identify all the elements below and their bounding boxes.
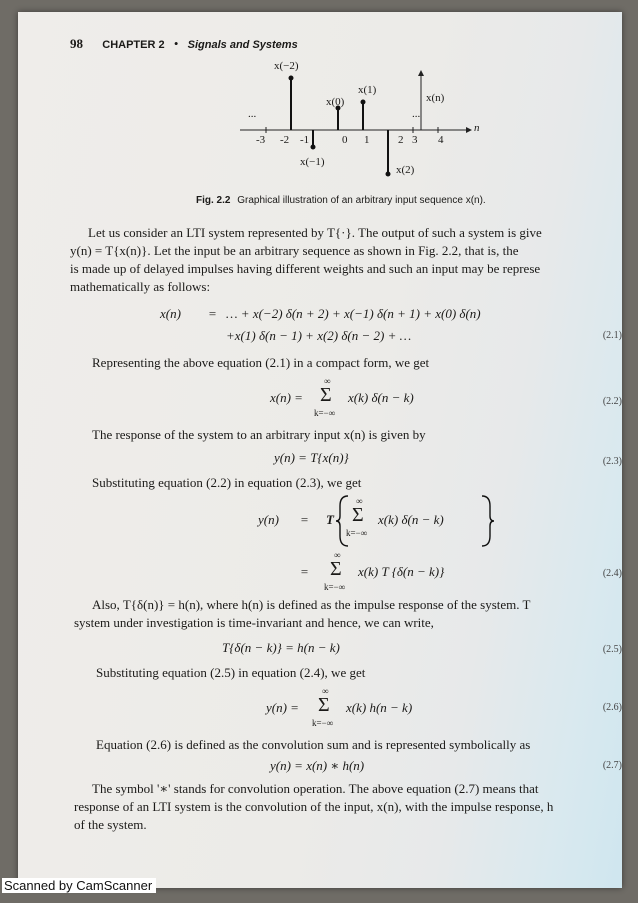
eq6-sum-lower: k=−∞ bbox=[312, 718, 334, 728]
eq4-sum-symbol-1: Σ bbox=[352, 504, 364, 526]
eq7: y(n) = x(n) ∗ h(n) bbox=[270, 758, 365, 773]
impulse-sequence-figure bbox=[18, 12, 622, 212]
tick-0: 0 bbox=[342, 134, 348, 146]
label-x-n: x(n) bbox=[426, 92, 445, 104]
figure-caption bbox=[196, 195, 486, 206]
eq4-lhs: y(n) bbox=[258, 512, 279, 527]
para-6: Substituting equation (2.5) in equation (2.4), we get bbox=[96, 665, 366, 680]
tick-1: 1 bbox=[364, 134, 370, 146]
eq4-sum-lower-1: k=−∞ bbox=[346, 528, 368, 538]
tick-3: 3 bbox=[412, 134, 418, 146]
para-8-line-3: of the system. bbox=[74, 817, 147, 832]
tick-4: 4 bbox=[438, 134, 444, 146]
axis-n-label: n bbox=[474, 122, 480, 134]
label-x-minus-1: x(−1) bbox=[300, 156, 325, 168]
label-x-minus-2: x(−2) bbox=[274, 60, 299, 72]
vertical-axis-arrowhead bbox=[418, 70, 424, 76]
para-8-line-1: The symbol '∗' stands for convolution operation. The above equation (2.7) means that bbox=[92, 781, 539, 796]
eq6-rhs: x(k) h(n − k) bbox=[346, 700, 413, 715]
eq2-sum-upper: ∞ bbox=[324, 376, 331, 386]
caption-label: Fig. 2.2 bbox=[196, 195, 231, 206]
eq-number-2-6: (2.6) bbox=[602, 702, 622, 713]
para-5-line-1: Also, T{δ(n)} = h(n), where h(n) is defined as the impulse response of the system. T bbox=[92, 597, 531, 612]
eq2-lhs: x(n) = bbox=[270, 390, 303, 405]
dots-left: ... bbox=[248, 108, 257, 120]
stem-tip-n-2 bbox=[386, 172, 391, 177]
eq2-sum-lower: k=−∞ bbox=[314, 408, 336, 418]
para-3: The response of the system to an arbitrary input x(n) is given by bbox=[92, 427, 426, 442]
tick-minus-3: -3 bbox=[256, 134, 266, 146]
para-5-line-2: system under investigation is time-invariant and hence, we can write, bbox=[74, 615, 434, 630]
eq4-sum-symbol-2: Σ bbox=[330, 558, 342, 580]
dots-right: ... bbox=[412, 108, 421, 120]
eq2-sum-symbol: Σ bbox=[320, 384, 332, 406]
para-1-line-1: Let us consider an LTI system represented by T{·}. The output of such a system is give bbox=[88, 225, 542, 240]
stem-tip-n-1 bbox=[361, 100, 366, 105]
stem-tip-n-minus-2 bbox=[289, 76, 294, 81]
caption-text: Graphical illustration of an arbitrary input sequence x(n). bbox=[237, 195, 486, 206]
eq-number-2-3: (2.3) bbox=[602, 456, 622, 467]
book-page bbox=[18, 12, 622, 888]
scanner-watermark: Scanned by CamScanner bbox=[2, 878, 156, 893]
para-4: Substituting equation (2.2) in equation (2.3), we get bbox=[92, 475, 362, 490]
eq4-equals-2: = bbox=[300, 564, 309, 579]
eq-number-2-1: (2.1) bbox=[602, 330, 622, 341]
page-number: 98 bbox=[70, 36, 83, 51]
eq4-sum-lower-2: k=−∞ bbox=[324, 582, 346, 592]
eq1-equals: = bbox=[208, 306, 217, 321]
chapter-label: CHAPTER 2 bbox=[102, 39, 165, 51]
eq2-rhs: x(k) δ(n − k) bbox=[348, 390, 414, 405]
eq4-sum-upper-2: ∞ bbox=[334, 550, 341, 560]
axis-arrowhead bbox=[466, 127, 472, 133]
label-x-1: x(1) bbox=[358, 84, 377, 96]
tick-minus-1: -1 bbox=[300, 134, 310, 146]
eq4-rhs: x(k) T {δ(n − k)} bbox=[358, 564, 445, 579]
label-x-0: x(0) bbox=[326, 96, 345, 108]
eq3: y(n) = T{x(n)} bbox=[274, 450, 349, 465]
eq-number-2-7: (2.7) bbox=[602, 760, 622, 771]
eq1-rhs-line-1: … + x(−2) δ(n + 2) + x(−1) δ(n + 1) + x(0) δ(n) bbox=[226, 306, 481, 321]
eq5: T{δ(n − k)} = h(n − k) bbox=[222, 640, 340, 655]
eq-number-2-5: (2.5) bbox=[602, 644, 622, 655]
eq1-rhs-line-2: +x(1) δ(n − 1) + x(2) δ(n − 2) + … bbox=[226, 328, 412, 343]
eq6-lhs: y(n) = bbox=[266, 700, 299, 715]
para-7: Equation (2.6) is defined as the convolution sum and is represented symbolically as bbox=[96, 737, 531, 752]
section-title: Signals and Systems bbox=[187, 39, 298, 51]
eq4-sum-upper-1: ∞ bbox=[356, 496, 363, 506]
eq1-lhs: x(n) bbox=[160, 306, 181, 321]
header-separator: • bbox=[173, 36, 179, 51]
para-8-line-2: response of an LTI system is the convolution of the input, x(n), with the impulse response, h bbox=[74, 799, 554, 814]
para-1-line-3: is made up of delayed impulses having different weights and such an input may be represe bbox=[70, 261, 541, 276]
para-1-line-2: y(n) = T{x(n)}. Let the input be an arbitrary sequence as shown in Fig. 2.2, that is, the bbox=[70, 243, 519, 258]
label-x-2: x(2) bbox=[396, 164, 415, 176]
para-1-line-4: mathematically as follows: bbox=[70, 279, 211, 294]
eq4-equals-1: = bbox=[300, 512, 309, 527]
eq4-inner: x(k) δ(n − k) bbox=[378, 512, 444, 527]
eq6-sum-upper: ∞ bbox=[322, 686, 329, 696]
eq-number-2-4: (2.4) bbox=[602, 568, 622, 579]
tick-2: 2 bbox=[398, 134, 404, 146]
eq-number-2-2: (2.2) bbox=[602, 396, 622, 407]
eq4-operator-t: T bbox=[326, 512, 334, 527]
tick-minus-2: -2 bbox=[280, 134, 290, 146]
para-2: Representing the above equation (2.1) in a compact form, we get bbox=[92, 355, 430, 370]
eq6-sum-symbol: Σ bbox=[318, 694, 330, 716]
stem-tip-n-minus-1 bbox=[311, 145, 316, 150]
